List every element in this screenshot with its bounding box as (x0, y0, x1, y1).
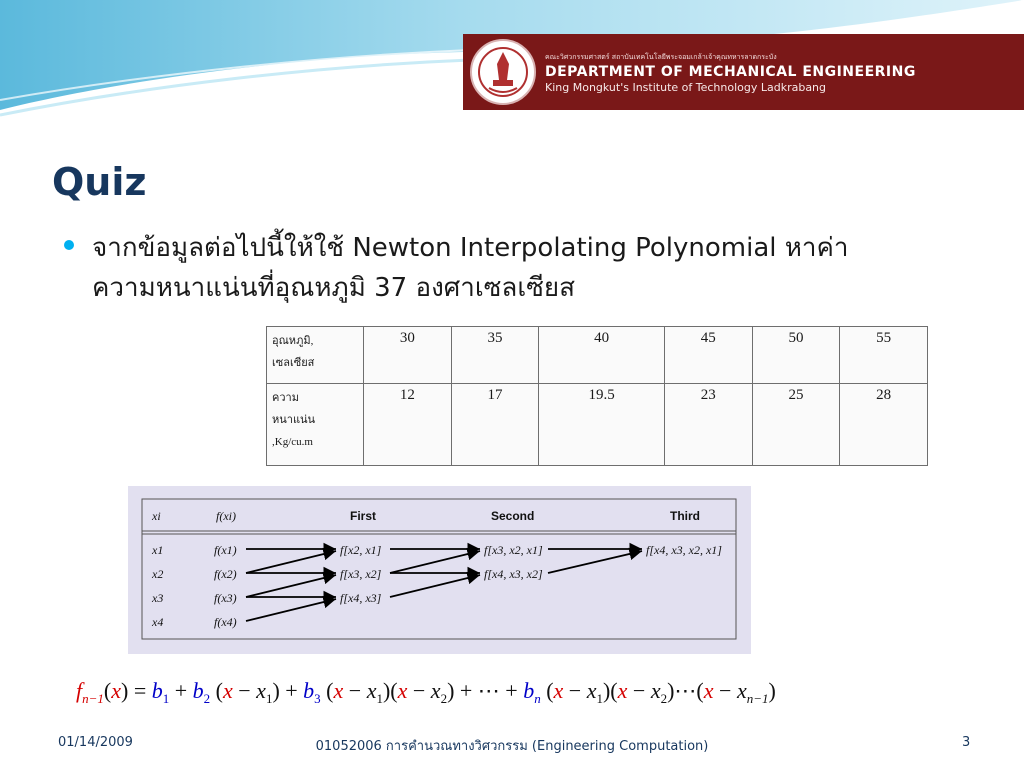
diagram-f-label: f(x1) (214, 543, 237, 557)
row-header-temperature (267, 327, 364, 384)
department-banner (463, 34, 1024, 110)
table-cell: 50 (752, 327, 840, 384)
diagram-x-label: x4 (152, 615, 164, 629)
diagram-x-label: x1 (152, 543, 164, 557)
table-cell: 40 (539, 327, 665, 384)
diagram-arrow (246, 599, 336, 621)
divided-difference-diagram (128, 486, 751, 654)
table-cell: 45 (664, 327, 752, 384)
row-header-line: อุณหภูมิ, (272, 335, 314, 347)
diagram-third-difference: f[x4, x3, x2, x1] (646, 543, 722, 557)
header-third: Third (670, 509, 700, 523)
diagram-arrow (246, 575, 336, 597)
header-fxi: f(xi) (216, 509, 236, 523)
table-cell: 12 (364, 384, 452, 466)
footer-course-title: 01052006 การคำนวณทางวิศวกรรม (Engineering Computation) (315, 739, 709, 754)
bullet-dot-icon (64, 240, 74, 250)
diagram-f-label: f(x4) (214, 615, 237, 629)
bullet-text: จากข้อมูลต่อไปนี้ให้ใช้ Newton Interpolating Polynomial หาค่าความหนาแน่นที่อุณหภูมิ 37 องศาเซลเซียส (92, 233, 849, 303)
banner-subtext: คณะวิศวกรรมศาสตร์ สถาบันเทคโนโลยีพระจอมเกล้าเจ้าคุณทหารลาดกระบัง (545, 53, 777, 61)
diagram-second-difference: f[x4, x3, x2] (484, 567, 543, 581)
diagram-first-difference: f[x2, x1] (340, 543, 382, 557)
row-header-density (267, 384, 364, 466)
table-cell: 19.5 (539, 384, 665, 466)
header-xi: xi (152, 509, 161, 523)
header-second: Second (491, 509, 535, 523)
table-cell: 28 (840, 384, 928, 466)
row-header-line: ,Kg/cu.m (272, 436, 313, 449)
table-cell: 23 (664, 384, 752, 466)
diagram-first-difference: f[x4, x3] (340, 591, 382, 605)
table-cell: 35 (451, 327, 539, 384)
diagram-canvas (128, 486, 751, 654)
row-header-line: ความ (272, 392, 299, 405)
diagram-x-label: x3 (152, 591, 164, 605)
diagram-x-label: x2 (152, 567, 164, 581)
diagram-second-difference: f[x3, x2, x1] (484, 543, 543, 557)
diagram-f-label: f(x3) (214, 591, 237, 605)
diagram-arrow (548, 551, 642, 573)
formula-text: $f_{n-1}(x) = b_1 + b_2$ $(x - x_1) + b_3$ $(x - x_1)(x - x_2)$ + ⋯ + $b_n$ $(x - x_1)(x$ − $x_2)\cdots(x - x_{n-1})$ (76, 678, 776, 706)
footer-page-number: 3 (962, 735, 971, 750)
header-first: First (350, 509, 377, 523)
data-table (266, 326, 928, 466)
table-cell: 17 (451, 384, 539, 466)
table-row-temperature (267, 327, 928, 384)
table-cell: 55 (840, 327, 928, 384)
banner-institute: King Mongkut's Institute of Technology Ladkrabang (545, 81, 827, 94)
table-cell: 25 (752, 384, 840, 466)
table-row-density (267, 384, 928, 466)
kmitl-seal-logo (469, 38, 537, 106)
diagram-f-label: f(x2) (214, 567, 237, 581)
diagram-arrow (246, 551, 336, 573)
diagram-arrow (390, 551, 480, 573)
slide-title: Quiz (52, 160, 147, 204)
banner-department: DEPARTMENT OF MECHANICAL ENGINEERING (545, 64, 916, 80)
newton-polynomial-formula (76, 670, 956, 712)
row-header-line: เซลเซียส (272, 357, 315, 369)
diagram-first-difference: f[x3, x2] (340, 567, 382, 581)
footer-date: 01/14/2009 (58, 735, 133, 750)
diagram-arrow (390, 575, 480, 597)
table-cell: 30 (364, 327, 452, 384)
row-header-line: หนาแน่น (272, 414, 316, 427)
